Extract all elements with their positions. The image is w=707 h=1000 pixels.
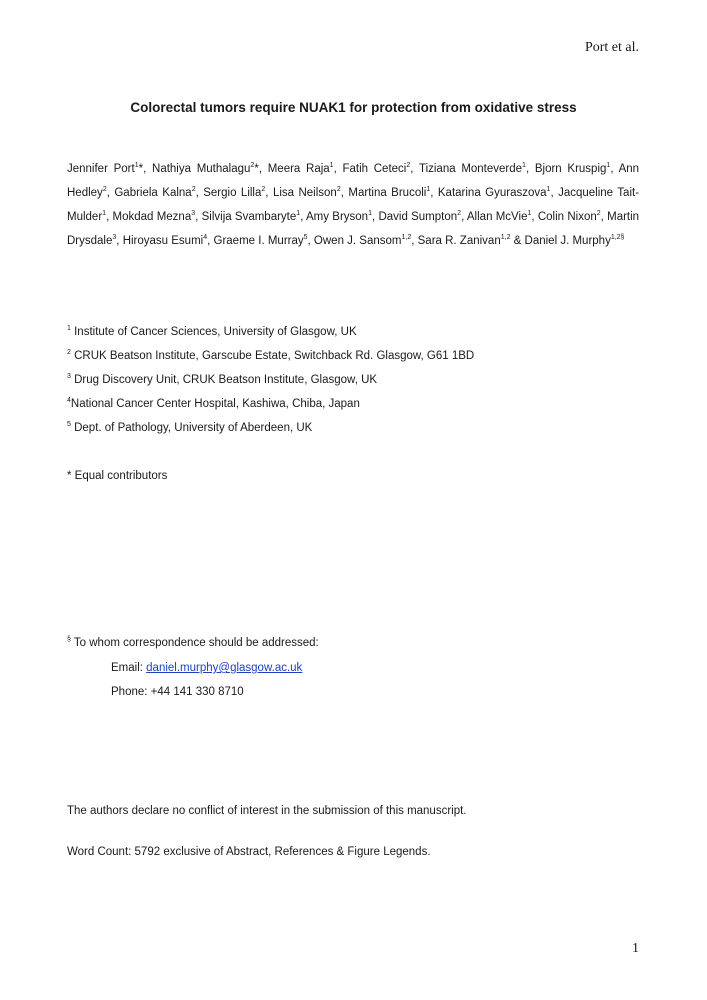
author-name: Ann Hedley	[67, 163, 640, 199]
phone-line	[111, 686, 244, 698]
author-equal-mark: *	[138, 163, 144, 175]
author-affiliation-sup: 3	[112, 234, 117, 242]
author-affiliation-sup: 1	[368, 210, 372, 218]
author-name: David Sumpton	[378, 211, 458, 223]
author-name: Martin Drysdale	[67, 211, 640, 247]
author-affiliation-sup: 2	[102, 186, 107, 194]
affiliation-1	[67, 326, 357, 338]
affiliation-number: 5	[67, 421, 71, 429]
author-name: Silvija Svambaryte	[201, 211, 297, 223]
author-name: Hiroyasu Esumi	[122, 235, 204, 247]
author	[214, 235, 308, 247]
affiliation-2	[67, 350, 474, 362]
author-name: Lisa Neilson	[272, 187, 337, 199]
author	[152, 163, 259, 175]
author-name: Katarina Gyuraszova	[437, 187, 547, 199]
author-name: Owen J. Sansom	[313, 235, 402, 247]
author-equal-mark: *	[254, 163, 259, 175]
author-affiliation-sup: 3	[191, 210, 196, 218]
affiliation-4	[67, 398, 360, 410]
author-name: Jennifer Port	[67, 163, 135, 175]
author-affiliation-sup: 2	[457, 210, 462, 218]
author	[202, 211, 301, 223]
author-name: Daniel J. Murphy	[524, 235, 611, 247]
author	[438, 187, 551, 199]
author	[342, 163, 410, 175]
author-affiliation-sup: 1	[296, 210, 301, 218]
phone-label: Phone:	[111, 686, 148, 698]
author-affiliation-sup: 2	[191, 186, 196, 194]
running-header: Port et al.	[584, 40, 639, 55]
author-affiliation-sup: 2	[596, 210, 601, 218]
author	[314, 235, 411, 247]
correspondence-symbol: §	[67, 636, 71, 644]
author	[538, 211, 601, 223]
author	[467, 211, 532, 223]
author-name: Fatih Ceteci	[342, 163, 407, 175]
author	[67, 163, 143, 175]
affiliation-text: National Cancer Center Hospital, Kashiwa, Chiba, Japan	[70, 398, 360, 410]
author-name: Mokdad Mezna	[112, 211, 192, 223]
word-count: Word Count: 5792 exclusive of Abstract, References & Figure Legends.	[67, 846, 431, 858]
author-name: Martina Brucoli	[348, 187, 427, 199]
author-affiliation-sup: 1	[527, 210, 532, 218]
email-label: Email:	[111, 662, 143, 674]
author	[268, 163, 334, 175]
author	[114, 187, 195, 199]
author-name: Graeme I. Murray	[213, 235, 304, 247]
author-affiliation-sup: 5	[303, 234, 308, 242]
author-affiliation-sup: 1	[134, 162, 139, 170]
affiliation-number: 2	[67, 349, 71, 357]
author	[418, 235, 511, 247]
author-name: Jacqueline Tait-Mulder	[67, 187, 640, 223]
author-affiliation-sup: 1,2§	[610, 234, 625, 242]
author	[419, 163, 526, 175]
author-name: Tiziana Monteverde	[418, 163, 523, 175]
author-affiliation-sup: 2	[336, 186, 341, 194]
author-affiliation-sup: 2	[250, 162, 255, 170]
author-affiliation-sup: 1,2	[500, 234, 511, 242]
author	[273, 187, 341, 199]
affiliation-number: 4	[67, 397, 71, 405]
affiliation-3	[67, 374, 377, 386]
paper-title: Colorectal tumors require NUAK1 for protection from oxidative stress	[130, 100, 577, 115]
author-affiliation-sup: 4	[203, 234, 208, 242]
author	[525, 235, 625, 247]
email-link[interactable]: daniel.murphy@glasgow.ac.uk	[146, 662, 303, 674]
equal-contributors-note: * Equal contributors	[67, 470, 168, 482]
author	[306, 211, 372, 223]
author-affiliation-sup: 1	[606, 162, 611, 170]
author-affiliation-sup: 1	[102, 210, 107, 218]
author	[348, 187, 430, 199]
author-name: Bjorn Kruspig	[534, 163, 607, 175]
author	[203, 187, 265, 199]
author-affiliation-sup: 1	[329, 162, 334, 170]
author-affiliation-sup: 1	[522, 162, 526, 170]
author	[378, 211, 461, 223]
author-list: Jennifer Port$^1$*, Nathiya Muthalagu$^2$*, Meera Raja$^1$, Fatih Ceteci$^2$, Tiziana Monteverde$^1$, Bjorn Kruspig$^1$, Ann Hedley$^2$, Gabriela Kalna$^2$, Sergio Lilla$^2$, Lisa Neilson$^2$, Martina Brucoli$^1$, Katarina Gyuraszova$^1$, Jacqueline Tait-Mulder$^1$, Mokdad Mezna$^3$, Silvija Svambaryte$^1$, Amy Bryson$^1$, David Sumpton$^2$, Allan McVie$^1$, Colin Nixon$^2$, Martin Drysdale$^3$, Hiroyasu Esumi$^4$, Graeme I. Murray$^5$, Owen J. Sansom$^{1,2}$, Sara R. Zanivan$^{1,2}$ & Daniel J. Murphy$^{1,2\S}$	[67, 162, 640, 247]
author	[113, 211, 196, 223]
affiliation-text: Institute of Cancer Sciences, University of Glasgow, UK	[74, 326, 357, 338]
author-name: Colin Nixon	[537, 211, 597, 223]
affiliation-text: Dept. of Pathology, University of Aberdeen, UK	[74, 422, 313, 434]
author-affiliation-sup: 1,2	[401, 234, 412, 242]
author-name: Amy Bryson	[306, 211, 369, 223]
author	[535, 163, 610, 175]
author-name: Nathiya Muthalagu	[152, 163, 251, 175]
correspondence-label: To whom correspondence should be addressed:	[73, 637, 319, 649]
affiliation-number: 1	[67, 325, 71, 333]
author-affiliation-sup: 2	[406, 162, 411, 170]
affiliation-text: CRUK Beatson Institute, Garscube Estate, Switchback Rd. Glasgow, G61 1BD	[74, 350, 475, 362]
author-name: Gabriela Kalna	[114, 187, 192, 199]
conflict-statement: The authors declare no conflict of interest in the submission of this manuscript.	[67, 805, 467, 817]
author-name: Sara R. Zanivan	[417, 235, 501, 247]
email-line	[111, 662, 302, 674]
correspondence-heading	[67, 637, 319, 649]
author-name: Allan McVie	[466, 211, 528, 223]
author-name: Sergio Lilla	[203, 187, 262, 199]
affiliation-5	[67, 422, 312, 434]
author-affiliation-sup: 1	[426, 186, 431, 194]
author-name: Meera Raja	[267, 163, 330, 175]
affiliation-text: Drug Discovery Unit, CRUK Beatson Institute, Glasgow, UK	[74, 374, 378, 386]
author	[123, 235, 207, 247]
author-affiliation-sup: 1	[546, 186, 551, 194]
author-affiliation-sup: 2	[261, 186, 266, 194]
affiliation-number: 3	[67, 373, 71, 381]
phone-number: +44 141 330 8710	[150, 686, 244, 698]
page-number: 1	[632, 941, 639, 956]
